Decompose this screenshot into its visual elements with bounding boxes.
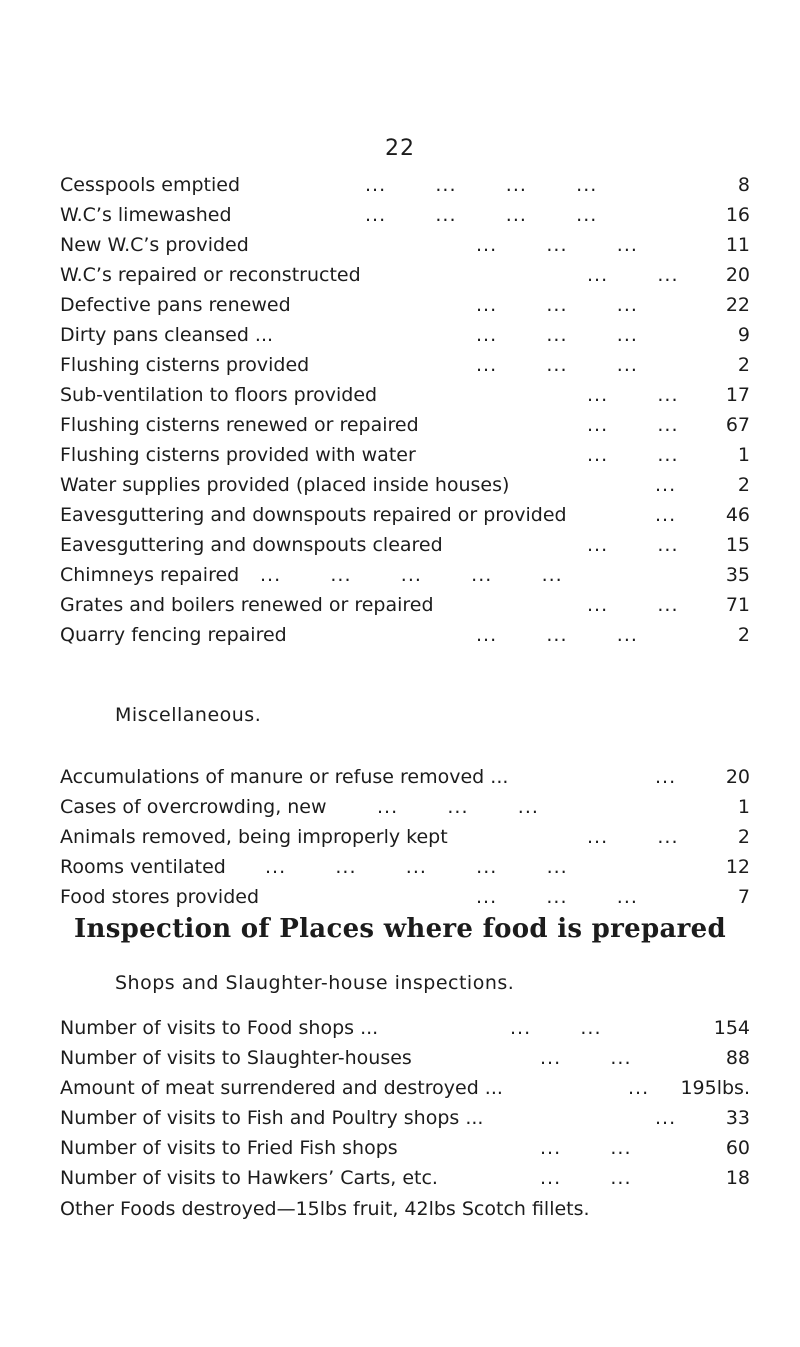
item-label: Cesspools emptied <box>60 174 241 196</box>
item-value: 15 <box>725 534 750 556</box>
list-item <box>60 560 750 590</box>
item-label: New W.C’s provided <box>60 234 249 256</box>
leader-dots: ... ... <box>587 384 679 406</box>
leader-dots: ... ... ... <box>476 624 638 646</box>
leader-dots: ... ... <box>587 444 679 466</box>
leader-dots: ... ... <box>510 1017 602 1039</box>
item-value: 60 <box>725 1137 750 1159</box>
misc-list <box>60 762 750 912</box>
leader-dots: ... ... ... <box>476 324 638 346</box>
item-value: 7 <box>737 886 750 908</box>
leader-dots: ... ... ... ... ... <box>265 856 568 878</box>
item-value: 33 <box>725 1107 750 1129</box>
item-label: Animals removed, being improperly kept <box>60 826 448 848</box>
item-value: 1 <box>737 444 750 466</box>
list-item <box>60 170 750 200</box>
item-label: Accumulations of manure or refuse removed ... <box>60 766 509 788</box>
list-item <box>60 320 750 350</box>
misc-heading: Miscellaneous. <box>115 704 262 726</box>
item-value: 8 <box>737 174 750 196</box>
list-item <box>60 410 750 440</box>
item-label: Flushing cisterns renewed or repaired <box>60 414 419 436</box>
item-label: Dirty pans cleansed ... <box>60 324 274 346</box>
leader-dots: ... <box>655 1107 677 1129</box>
list-item <box>60 1133 750 1163</box>
footnote: Other Foods destroyed—15lbs fruit, 42lbs Scotch fillets. <box>60 1198 590 1220</box>
item-value: 20 <box>725 264 750 286</box>
list-item <box>60 290 750 320</box>
item-label: Flushing cisterns provided <box>60 354 310 376</box>
item-label: Number of visits to Hawkers’ Carts, etc. <box>60 1167 438 1189</box>
leader-dots: ... ... ... ... <box>365 174 598 196</box>
item-value: 2 <box>737 354 750 376</box>
leader-dots: ... ... ... <box>476 294 638 316</box>
item-label: Grates and boilers renewed or repaired <box>60 594 434 616</box>
list-item <box>60 822 750 852</box>
list-item <box>60 1163 750 1193</box>
list-item <box>60 200 750 230</box>
leader-dots: ... ... <box>540 1167 632 1189</box>
leader-dots: ... <box>655 504 677 526</box>
item-label: W.C’s repaired or reconstructed <box>60 264 361 286</box>
item-value: 88 <box>725 1047 750 1069</box>
list-item <box>60 230 750 260</box>
food-inspection-list <box>60 1013 750 1193</box>
leader-dots: ... ... <box>540 1047 632 1069</box>
leader-dots: ... <box>655 766 677 788</box>
leader-dots: ... ... <box>540 1137 632 1159</box>
leader-dots: ... ... <box>587 594 679 616</box>
list-item <box>60 470 750 500</box>
leader-dots: ... ... ... <box>476 234 638 256</box>
item-label: Number of visits to Food shops ... <box>60 1017 379 1039</box>
list-item <box>60 260 750 290</box>
list-item <box>60 440 750 470</box>
section-title: Inspection of Places where food is prepared <box>74 914 726 944</box>
list-item <box>60 620 750 650</box>
leader-dots: ... ... ... <box>377 796 539 818</box>
list-item <box>60 1013 750 1043</box>
item-value: 9 <box>737 324 750 346</box>
item-label: Rooms ventilated <box>60 856 226 878</box>
item-label: Eavesguttering and downspouts repaired or provided <box>60 504 567 526</box>
item-value: 2 <box>737 826 750 848</box>
list-item <box>60 380 750 410</box>
item-value: 17 <box>725 384 750 406</box>
list-item <box>60 500 750 530</box>
list-item <box>60 1103 750 1133</box>
item-label: Flushing cisterns provided with water <box>60 444 416 466</box>
item-label: Food stores provided <box>60 886 260 908</box>
item-value: 2 <box>737 624 750 646</box>
item-label: Quarry fencing repaired <box>60 624 287 646</box>
item-label: Water supplies provided (placed inside houses) <box>60 474 510 496</box>
food-subheading: Shops and Slaughter-house inspections. <box>115 972 515 994</box>
list-item <box>60 792 750 822</box>
leader-dots: ... <box>628 1077 650 1099</box>
leader-dots: ... ... <box>587 414 679 436</box>
item-label: Number of visits to Fried Fish shops <box>60 1137 398 1159</box>
item-label: Defective pans renewed <box>60 294 291 316</box>
leader-dots: ... ... <box>587 264 679 286</box>
item-value: 12 <box>725 856 750 878</box>
page-number: 22 <box>385 136 415 161</box>
list-item <box>60 350 750 380</box>
list-item <box>60 590 750 620</box>
leader-dots: ... ... ... <box>476 886 638 908</box>
item-label: Number of visits to Fish and Poultry shops ... <box>60 1107 484 1129</box>
item-value: 46 <box>725 504 750 526</box>
works-list <box>60 170 750 650</box>
item-value: 195lbs. <box>680 1077 750 1099</box>
item-label: Cases of overcrowding, new <box>60 796 327 818</box>
item-value: 16 <box>725 204 750 226</box>
list-item <box>60 1073 750 1103</box>
item-value: 18 <box>725 1167 750 1189</box>
leader-dots: ... ... ... ... <box>365 204 598 226</box>
list-item <box>60 762 750 792</box>
item-label: Chimneys repaired <box>60 564 240 586</box>
item-value: 71 <box>725 594 750 616</box>
item-value: 22 <box>725 294 750 316</box>
list-item <box>60 530 750 560</box>
item-value: 35 <box>725 564 750 586</box>
list-item <box>60 1043 750 1073</box>
list-item <box>60 882 750 912</box>
item-label: Sub-ventilation to floors provided <box>60 384 378 406</box>
leader-dots: ... ... ... ... ... <box>260 564 563 586</box>
leader-dots: ... ... <box>587 826 679 848</box>
item-value: 2 <box>737 474 750 496</box>
item-label: Number of visits to Slaughter-houses <box>60 1047 412 1069</box>
leader-dots: ... ... ... <box>476 354 638 376</box>
item-value: 20 <box>725 766 750 788</box>
item-value: 154 <box>713 1017 750 1039</box>
list-item <box>60 852 750 882</box>
item-value: 11 <box>725 234 750 256</box>
item-label: W.C’s limewashed <box>60 204 232 226</box>
item-label: Amount of meat surrendered and destroyed ... <box>60 1077 503 1099</box>
leader-dots: ... ... <box>587 534 679 556</box>
item-label: Eavesguttering and downspouts cleared <box>60 534 443 556</box>
item-value: 1 <box>737 796 750 818</box>
leader-dots: ... <box>655 474 677 496</box>
item-value: 67 <box>725 414 750 436</box>
